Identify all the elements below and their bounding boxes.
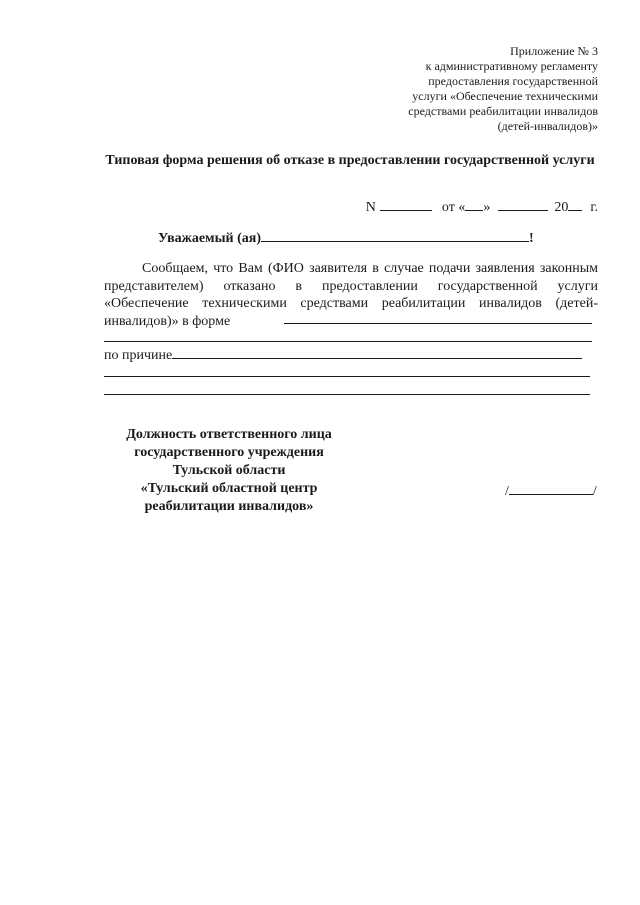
signature-block: [104, 426, 354, 516]
reason-fill-line-3: [104, 394, 590, 395]
date-quote-close: »: [483, 200, 491, 215]
appendix-line: Приложение № 3: [510, 44, 598, 58]
form-fill-line-2: [104, 341, 592, 342]
appendix-line: (детей-инвалидов)»: [497, 119, 598, 133]
signature-line: государственного учреждения: [134, 445, 324, 460]
appendix-line: средствами реабилитации инвалидов: [408, 104, 598, 118]
year-prefix: 20: [554, 200, 569, 215]
slash-right: /: [592, 484, 597, 499]
month-blank: [498, 198, 548, 211]
greeting: [158, 229, 534, 247]
year-blank: [568, 198, 582, 211]
document-number-line: [366, 198, 598, 216]
signature-line: «Тульский областной центр: [140, 481, 318, 496]
number-label: N: [365, 200, 376, 215]
date-from-label: от «: [441, 200, 466, 215]
number-blank: [380, 198, 432, 211]
appendix-line: услуги «Обеспечение техническими: [412, 89, 598, 103]
greeting-text: Уважаемый (ая): [158, 231, 261, 246]
reason-blank: [172, 346, 582, 359]
appendix-line: предоставления государственной: [428, 74, 598, 88]
signature-slot: [505, 482, 597, 500]
reason-fill-line-2: [104, 376, 590, 377]
year-suffix: г.: [590, 200, 598, 215]
appendix-header: [368, 44, 598, 134]
slash-left: /: [505, 484, 509, 499]
reason-label: по причине: [104, 348, 173, 363]
appendix-line: к административному регламенту: [425, 59, 598, 73]
notice-paragraph: [104, 260, 598, 330]
signature-line: Должность ответственного лица: [126, 427, 332, 442]
signature-line: реабилитации инвалидов»: [144, 499, 314, 514]
signature-line: Тульской области: [172, 463, 286, 478]
form-fill-line: [284, 323, 592, 324]
day-blank: [465, 198, 483, 211]
reason-line: [104, 346, 582, 364]
greeting-end: !: [528, 231, 534, 246]
signature-blank: [509, 482, 593, 495]
notice-text: Сообщаем, что Вам (ФИО заявителя в случае подачи заявления законным представителем) отказано в предоставлении государственной услуги «Обеспечение техническими средствами реабилитации инвалидов (детей-инвалидов)» в форме: [104, 261, 598, 329]
name-blank: [261, 229, 529, 242]
document-title: Типовая форма решения об отказе в предоставлении государственной услуги: [105, 153, 595, 168]
